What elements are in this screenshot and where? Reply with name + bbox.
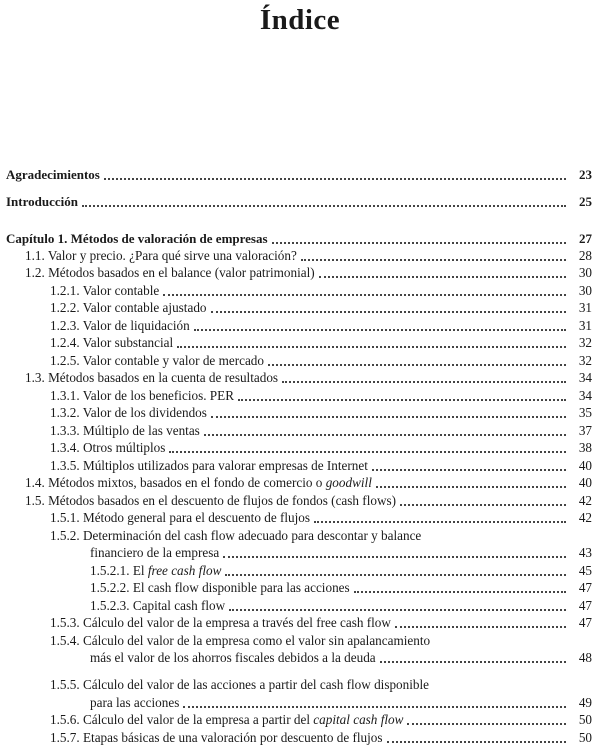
leader-dots — [400, 504, 566, 506]
leader-dots — [163, 294, 566, 296]
toc-entry-introduccion[interactable] — [6, 193, 592, 210]
toc-entry-label: 1.3.4. Otros múltiplos — [50, 440, 166, 455]
toc-page-number: 27 — [579, 231, 592, 246]
leader-dots — [104, 178, 566, 180]
toc-page-number: 48 — [578, 650, 592, 665]
leader-dots — [354, 591, 566, 593]
leader-dots — [272, 242, 566, 244]
leader-dots — [395, 626, 566, 628]
toc-entry-label: 1.5.7. Etapas básicas de una valoración por descuento de flujos — [50, 730, 383, 745]
leader-dots — [211, 416, 566, 418]
toc-entry[interactable] — [50, 509, 592, 526]
toc-page-number: 31 — [578, 300, 592, 315]
toc-page-number: 42 — [578, 510, 592, 525]
toc-entry-label: 1.3.5. Múltiplos utilizados para valorar empresas de Internet — [50, 458, 368, 473]
toc-entry-label: 1.2.4. Valor substancial — [50, 335, 174, 350]
toc-entry-label: 1.4. Métodos mixtos, basados en el fondo de comercio o goodwill — [25, 475, 372, 490]
toc-page-number: 28 — [578, 248, 592, 263]
toc-entry[interactable] — [25, 474, 592, 491]
toc-entry-line[interactable]: 1.5.2. Determinación del cash flow adecuado para descontar y balance — [50, 528, 422, 543]
toc-page-number: 40 — [578, 475, 592, 490]
toc-entry-label: financiero de la empresa — [90, 545, 220, 560]
toc-entry[interactable] — [50, 614, 592, 631]
toc-entry[interactable] — [50, 711, 592, 728]
toc-entry-label: 1.2. Métodos basados en el balance (valor patrimonial) — [25, 265, 315, 280]
toc-entry-label: 1.1. Valor y precio. ¿Para qué sirve una valoración? — [25, 248, 297, 263]
toc-entry[interactable] — [50, 282, 592, 299]
leader-dots — [282, 381, 566, 383]
leader-dots — [376, 486, 566, 488]
toc-entry-label: 1.5.3. Cálculo del valor de la empresa a través del free cash flow — [50, 615, 391, 630]
toc-entry-label: 1.2.2. Valor contable ajustado — [50, 300, 207, 315]
toc-entry[interactable] — [90, 544, 592, 561]
toc-page-number: 49 — [578, 695, 592, 710]
toc-entry[interactable] — [50, 299, 592, 316]
toc-page-number: 47 — [578, 598, 592, 613]
toc-page-number: 45 — [578, 563, 592, 578]
leader-dots — [380, 661, 566, 663]
toc-entry-agradecimientos[interactable] — [6, 166, 592, 183]
toc-entry-label: 1.2.1. Valor contable — [50, 283, 160, 298]
toc-entry-label: 1.5.2.1. El free cash flow — [90, 563, 222, 578]
toc-page-number: 32 — [578, 335, 592, 350]
toc-page-number: 42 — [578, 493, 592, 508]
leader-dots — [372, 469, 566, 471]
toc-entry-label: 1.5.2.2. El cash flow disponible para las acciones — [90, 580, 350, 595]
toc-entry-label: para las acciones — [90, 695, 180, 710]
leader-dots — [194, 329, 566, 331]
toc-page-number: 32 — [578, 353, 592, 368]
toc-entry[interactable] — [50, 729, 592, 746]
toc-page-number: 25 — [579, 194, 592, 209]
toc-entry[interactable] — [25, 492, 592, 509]
toc-entry-capitulo-1[interactable] — [6, 230, 592, 247]
toc-entry-label: 1.3.2. Valor de los dividendos — [50, 405, 207, 420]
leader-dots — [183, 706, 566, 708]
toc-entry-label: 1.5.2.3. Capital cash flow — [90, 598, 226, 613]
toc-page-number: 35 — [578, 405, 592, 420]
toc-entry[interactable] — [90, 694, 592, 711]
toc-entry-label: 1.5.1. Método general para el descuento de flujos — [50, 510, 311, 525]
toc-entry[interactable] — [50, 387, 592, 404]
leader-dots — [268, 364, 566, 366]
toc-page-number: 30 — [578, 265, 592, 280]
toc-entry-line[interactable]: 1.5.4. Cálculo del valor de la empresa como el valor sin apalancamiento — [50, 633, 431, 648]
toc-entry[interactable] — [50, 457, 592, 474]
toc-entry[interactable] — [90, 649, 592, 666]
leader-dots — [229, 609, 566, 611]
toc-entry-label: 1.2.3. Valor de liquidación — [50, 318, 190, 333]
leader-dots — [238, 399, 566, 401]
leader-dots — [387, 741, 566, 743]
toc-entry[interactable] — [25, 247, 592, 264]
toc-entry-label: 1.3.3. Múltiplo de las ventas — [50, 423, 200, 438]
leader-dots — [211, 311, 566, 313]
toc-page-number: 37 — [578, 423, 592, 438]
toc-page-number: 47 — [578, 580, 592, 595]
toc-page-number: 23 — [579, 167, 592, 182]
toc-page-number: 43 — [578, 545, 592, 560]
leader-dots — [301, 259, 566, 261]
toc-page-number: 31 — [578, 318, 592, 333]
toc-entry-label: más el valor de los ahorros fiscales debidos a la deuda — [90, 650, 376, 665]
toc-entry-label: Introducción — [6, 194, 78, 209]
leader-dots — [82, 205, 566, 207]
toc-entry-label: 1.2.5. Valor contable y valor de mercado — [50, 353, 264, 368]
leader-dots — [319, 276, 566, 278]
toc-page-number: 34 — [578, 370, 592, 385]
toc-page-number: 50 — [578, 712, 592, 727]
toc-page-number: 47 — [578, 615, 592, 630]
toc-entry[interactable] — [50, 334, 592, 351]
leader-dots — [225, 574, 566, 576]
toc-entry[interactable] — [50, 317, 592, 334]
toc-entry-label: 1.3. Métodos basados en la cuenta de resultados — [25, 370, 279, 385]
toc-entry-label: Agradecimientos — [6, 167, 100, 182]
toc-entry[interactable] — [90, 597, 592, 614]
leader-dots — [204, 434, 566, 436]
toc-page-number: 30 — [578, 283, 592, 298]
leader-dots — [223, 556, 566, 558]
toc-page-number: 50 — [578, 730, 592, 745]
toc-entry[interactable] — [50, 439, 592, 456]
toc-entry[interactable] — [25, 369, 592, 386]
toc-page-number: 38 — [578, 440, 592, 455]
leader-dots — [314, 521, 566, 523]
leader-dots — [177, 346, 566, 348]
toc-entry[interactable] — [50, 422, 592, 439]
toc-entry[interactable] — [25, 264, 592, 281]
toc-page-number: 34 — [578, 388, 592, 403]
page-title: Índice — [259, 4, 341, 36]
toc-entry-label: 1.5. Métodos basados en el descuento de flujos de fondos (cash flows) — [25, 493, 397, 508]
toc-entry[interactable] — [90, 579, 592, 596]
leader-dots — [169, 451, 566, 453]
toc-entry-label: 1.3.1. Valor de los beneficios. PER — [50, 388, 234, 403]
toc-entry-line[interactable]: 1.5.5. Cálculo del valor de las acciones a partir del cash flow disponible — [50, 677, 430, 692]
toc-entry[interactable] — [50, 352, 592, 369]
toc-entry[interactable] — [50, 404, 592, 421]
toc-page-number: 40 — [578, 458, 592, 473]
toc-entry[interactable] — [90, 562, 592, 579]
leader-dots — [407, 723, 566, 725]
toc-entry-label: 1.5.6. Cálculo del valor de la empresa a partir del capital cash flow — [50, 712, 404, 727]
toc-entry-label: Capítulo 1. Métodos de valoración de empresas — [6, 231, 268, 246]
